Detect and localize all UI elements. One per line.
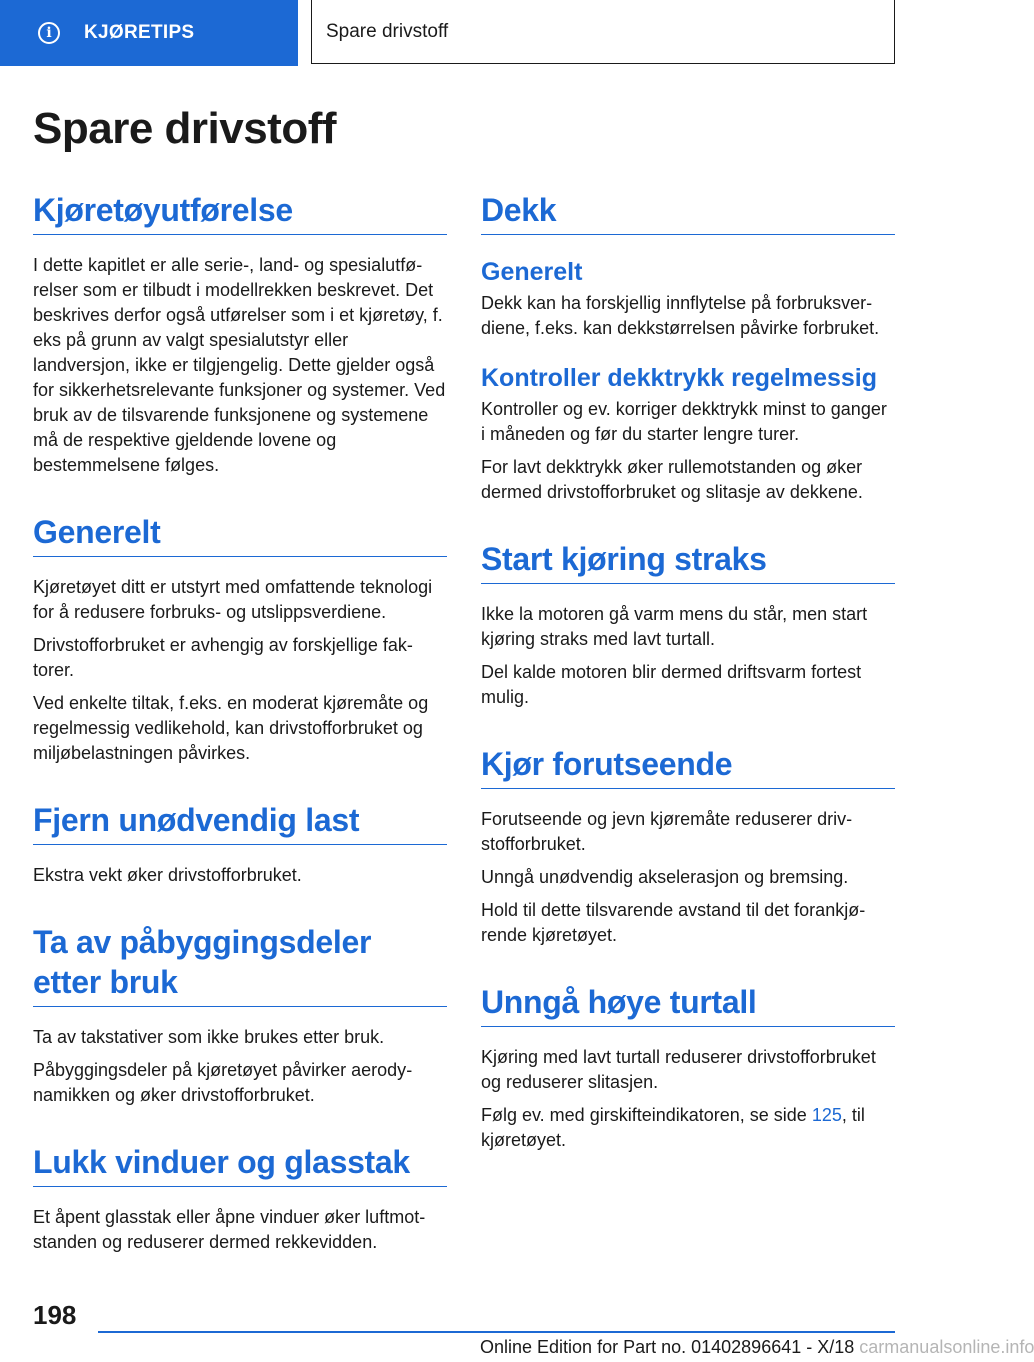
section-tab: [311, 0, 895, 64]
heading-lukk-vinduer: Lukk vinduer og glasstak: [33, 1142, 447, 1187]
paragraph: Ved enkelte tiltak, f.eks. en moderat kjøremåte og regelmessig vedlikehold, kan drivstofforbruket og miljøbelastningen påvirkes.: [33, 693, 429, 763]
page-number: 198: [33, 1300, 77, 1330]
paragraph: Forutseende og jevn kjøremåte reduserer drivstofforbruket.: [481, 809, 853, 854]
footer-edition: [480, 1337, 1034, 1358]
paragraph: Et åpent glasstak eller åpne vinduer øker luftmotstanden og reduserer dermed rekkevidden.: [33, 1207, 426, 1252]
subheading-dekktrykk: Kontroller dekktrykk regelmessig: [481, 364, 877, 392]
paragraph: Kontroller og ev. korriger dekktrykk minst to ganger i måneden og før du starter lengre turer.: [481, 399, 887, 444]
page-title: Spare drivstoff: [33, 104, 337, 153]
page-link-125[interactable]: 125: [811, 1105, 842, 1125]
page-header: [0, 0, 960, 66]
paragraph: Del kalde motoren blir dermed driftsvarm fortest mulig.: [481, 662, 862, 707]
watermark: carmanualsonline.info: [859, 1337, 1034, 1357]
right-column: [481, 190, 895, 1153]
paragraph: Drivstofforbruket er avhengig av forskjellige faktorer.: [33, 635, 413, 680]
paragraph: Påbyggingsdeler på kjøretøyet påvirker aerodynamikken og øker drivstofforbruket.: [33, 1060, 413, 1105]
subheading-generelt: Generelt: [481, 258, 583, 286]
heading-fjern-last: Fjern unødvendig last: [33, 800, 447, 845]
chapter-label: KJØRETIPS: [84, 22, 195, 43]
paragraph: Ta av takstativer som ikke brukes etter bruk.: [33, 1027, 385, 1047]
heading-kjor-forutseende: Kjør forutseende: [481, 744, 895, 789]
edition-text: Online Edition for Part no. 01402896641 - X/18: [480, 1337, 855, 1357]
paragraph-text: Følg ev. med girskifteindikatoren, se side: [481, 1105, 812, 1125]
heading-kjoretoyutforelse: Kjøretøyutførelse: [33, 190, 447, 235]
info-icon: i: [38, 22, 60, 44]
footer-divider: [98, 1331, 895, 1333]
section-label: Spare drivstoff: [326, 20, 449, 42]
heading-start-kjoring: Start kjøring straks: [481, 539, 895, 584]
heading-pabyggingsdeler: Ta av påbyggingsdeler etter bruk: [33, 922, 447, 1007]
paragraph: For lavt dekktrykk øker rullemotstanden og øker dermed drivstofforbruket og slitasje av dekkene.: [481, 457, 863, 502]
paragraph-text: , til kjøretøyet.: [481, 1105, 865, 1150]
paragraph: Ikke la motoren gå varm mens du står, men start kjøring straks med lavt turtall.: [481, 604, 868, 649]
chapter-tab[interactable]: [0, 0, 298, 66]
paragraph: Dekk kan ha forskjellig innflytelse på forbruksverdiene, f.eks. kan dekkstørrelsen påvirke forbruket.: [481, 293, 880, 338]
heading-dekk: Dekk: [481, 190, 895, 235]
paragraph: Hold til dette tilsvarende avstand til det forankjørende kjøretøyet.: [481, 900, 866, 945]
paragraph: Kjøretøyet ditt er utstyrt med omfattende teknologi for å redusere forbruks- og utslippsverdiene.: [33, 577, 433, 622]
paragraph: Ekstra vekt øker drivstofforbruket.: [33, 865, 302, 885]
heading-generelt: Generelt: [33, 512, 447, 557]
paragraph: Kjøring med lavt turtall reduserer drivstofforbruket og reduserer slitasjen.: [481, 1047, 876, 1092]
paragraph: [481, 1103, 895, 1153]
paragraph: I dette kapitlet er alle serie-, land- og spesialutførelser som er tilbudt i modellrekken beskrevet. Det beskrives derfor også utførelser som i et kjøretøy, f. eks på grunn av valgt spesialutstyr eller landversjon, ikke er tilgjengelig. Dette gjelder også for sikkerhetsrelevante funksjoner og systemer. Ved bruk av de tilsvarende funksjonene og systemene må de respektive gjeldende lovene og bestemmelsene følges.: [33, 255, 446, 475]
heading-unnga-turtall: Unngå høye turtall: [481, 982, 895, 1027]
paragraph: Unngå unødvendig akselerasjon og bremsing.: [481, 867, 849, 887]
left-column: [33, 190, 447, 1255]
